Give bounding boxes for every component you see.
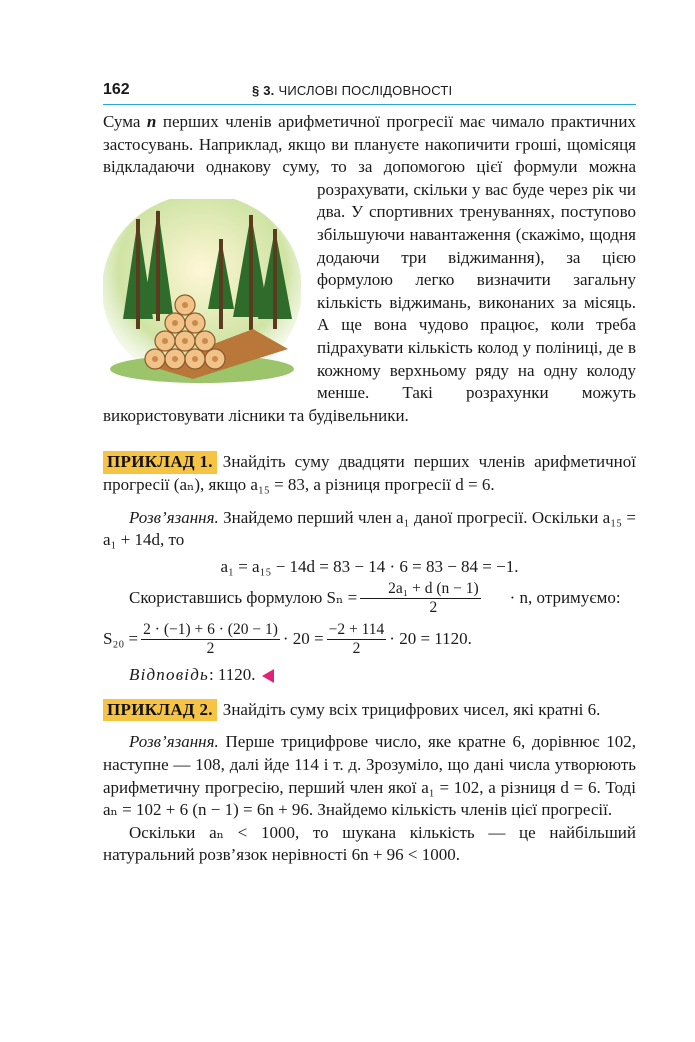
example2-statement [103, 699, 636, 722]
solution-label: Розв’язання. [129, 507, 219, 527]
solution-text: Знайдемо перший член a₁ даної прогресії. Оскільки a₁₅ = a₁ + 14d, то [103, 507, 636, 550]
example2-badge: ПРИКЛАД 2. [103, 699, 217, 722]
section-name: ЧИСЛОВІ ПОСЛІДОВНОСТІ [278, 83, 453, 98]
example2-solution [103, 731, 636, 821]
calc-fraction-1: $\frac{2 \cdot (-1) + 6 \cdot (20 - 1)}{2}$ [143, 621, 278, 658]
sum-formula-fraction: $\frac{\text{2a₁ + d (n − 1)}}{2}$ [360, 580, 480, 617]
forest-logs-picture [103, 199, 301, 391]
section-number: § 3. [252, 83, 275, 98]
example1-solution [103, 507, 636, 552]
end-marker-icon [262, 669, 274, 683]
example1-statement [103, 451, 636, 496]
solution-text-2: Перше трицифрове число, яке кратне 6, дорівнює 102, наступне — 108, далі йде 114 і т. д. Зрозуміло, що дані числа утворюють арифметичну прогресію, перший член якої a₁ = 102, а різниця d = 6. Тоді aₙ = 102 + 6 (n − 1) = 6n + 96. Знайдемо кількість членів цієї прогресії. [103, 732, 636, 820]
section-title [252, 83, 452, 98]
solution-label-2: Розв’язання. [129, 732, 219, 752]
log-pile-illustration [103, 199, 301, 391]
page-number: 162 [103, 81, 130, 98]
formula-line: Скориставшись формулою Sₙ = $\frac{\text{2a₁ + d (n − 1)}}{2}$ · n, отримуємо: [129, 580, 621, 617]
equation-a1: a₁ = a₁₅ − 14d = 83 − 14 · 6 = 83 − 84 = −1. [220, 556, 519, 576]
calculation-line: S₂₀ = $\frac{2 \cdot (-1) + 6 \cdot (20 - 1)}{2}$ · 20 = $\frac{-2 + 114}{2}$ · 20 = 1120. [103, 621, 472, 658]
example1-badge: ПРИКЛАД 1. [103, 451, 217, 474]
example2-inequality: Оскільки aₙ < 1000, то шукана кількість — це найбільший натуральний розв’язок нерівності 6n + 96 < 1000. [103, 822, 636, 865]
answer-value: : 1120. [208, 665, 256, 685]
answer-label: Відповідь [129, 665, 209, 685]
intro-paragraph: Сума n перших членів арифметичної прогресії має чимало практичних застосувань. Наприклад, якщо ви плануєте накопичити гроші, щомісяця відкладаючи однакову суму, то за допомогою цієї формули можна розрахувати, скільки у вас буде через рік чи два. У спортивних тренуваннях, поступово збільшуючи навантаження (скажімо, щодня додаючи три віджимання), за цією формулою легко визначити загальну кількість віджимань, виконаних за місяць. А ще вона чудово працює, коли треба підрахувати кількість колод у поліниці, де в кожному верхньому ряду на одну колоду менше. Такі розрахунки можуть використовувати лісники та будівельники. [103, 112, 636, 425]
var-n: n [146, 112, 157, 131]
example2-task: Знайдіть суму всіх трицифрових чисел, які кратні 6. [222, 699, 601, 719]
example1-answer [103, 664, 636, 687]
page-content [103, 111, 636, 867]
example1-task: Знайдіть суму двадцяти перших членів арифметичної прогресії (aₙ), якщо a₁₅ = 83, а різниця прогресії d = 6. [103, 452, 636, 494]
calc-fraction-2: $\frac{-2 + 114}{2}$ [328, 621, 385, 658]
page-header [103, 80, 636, 105]
